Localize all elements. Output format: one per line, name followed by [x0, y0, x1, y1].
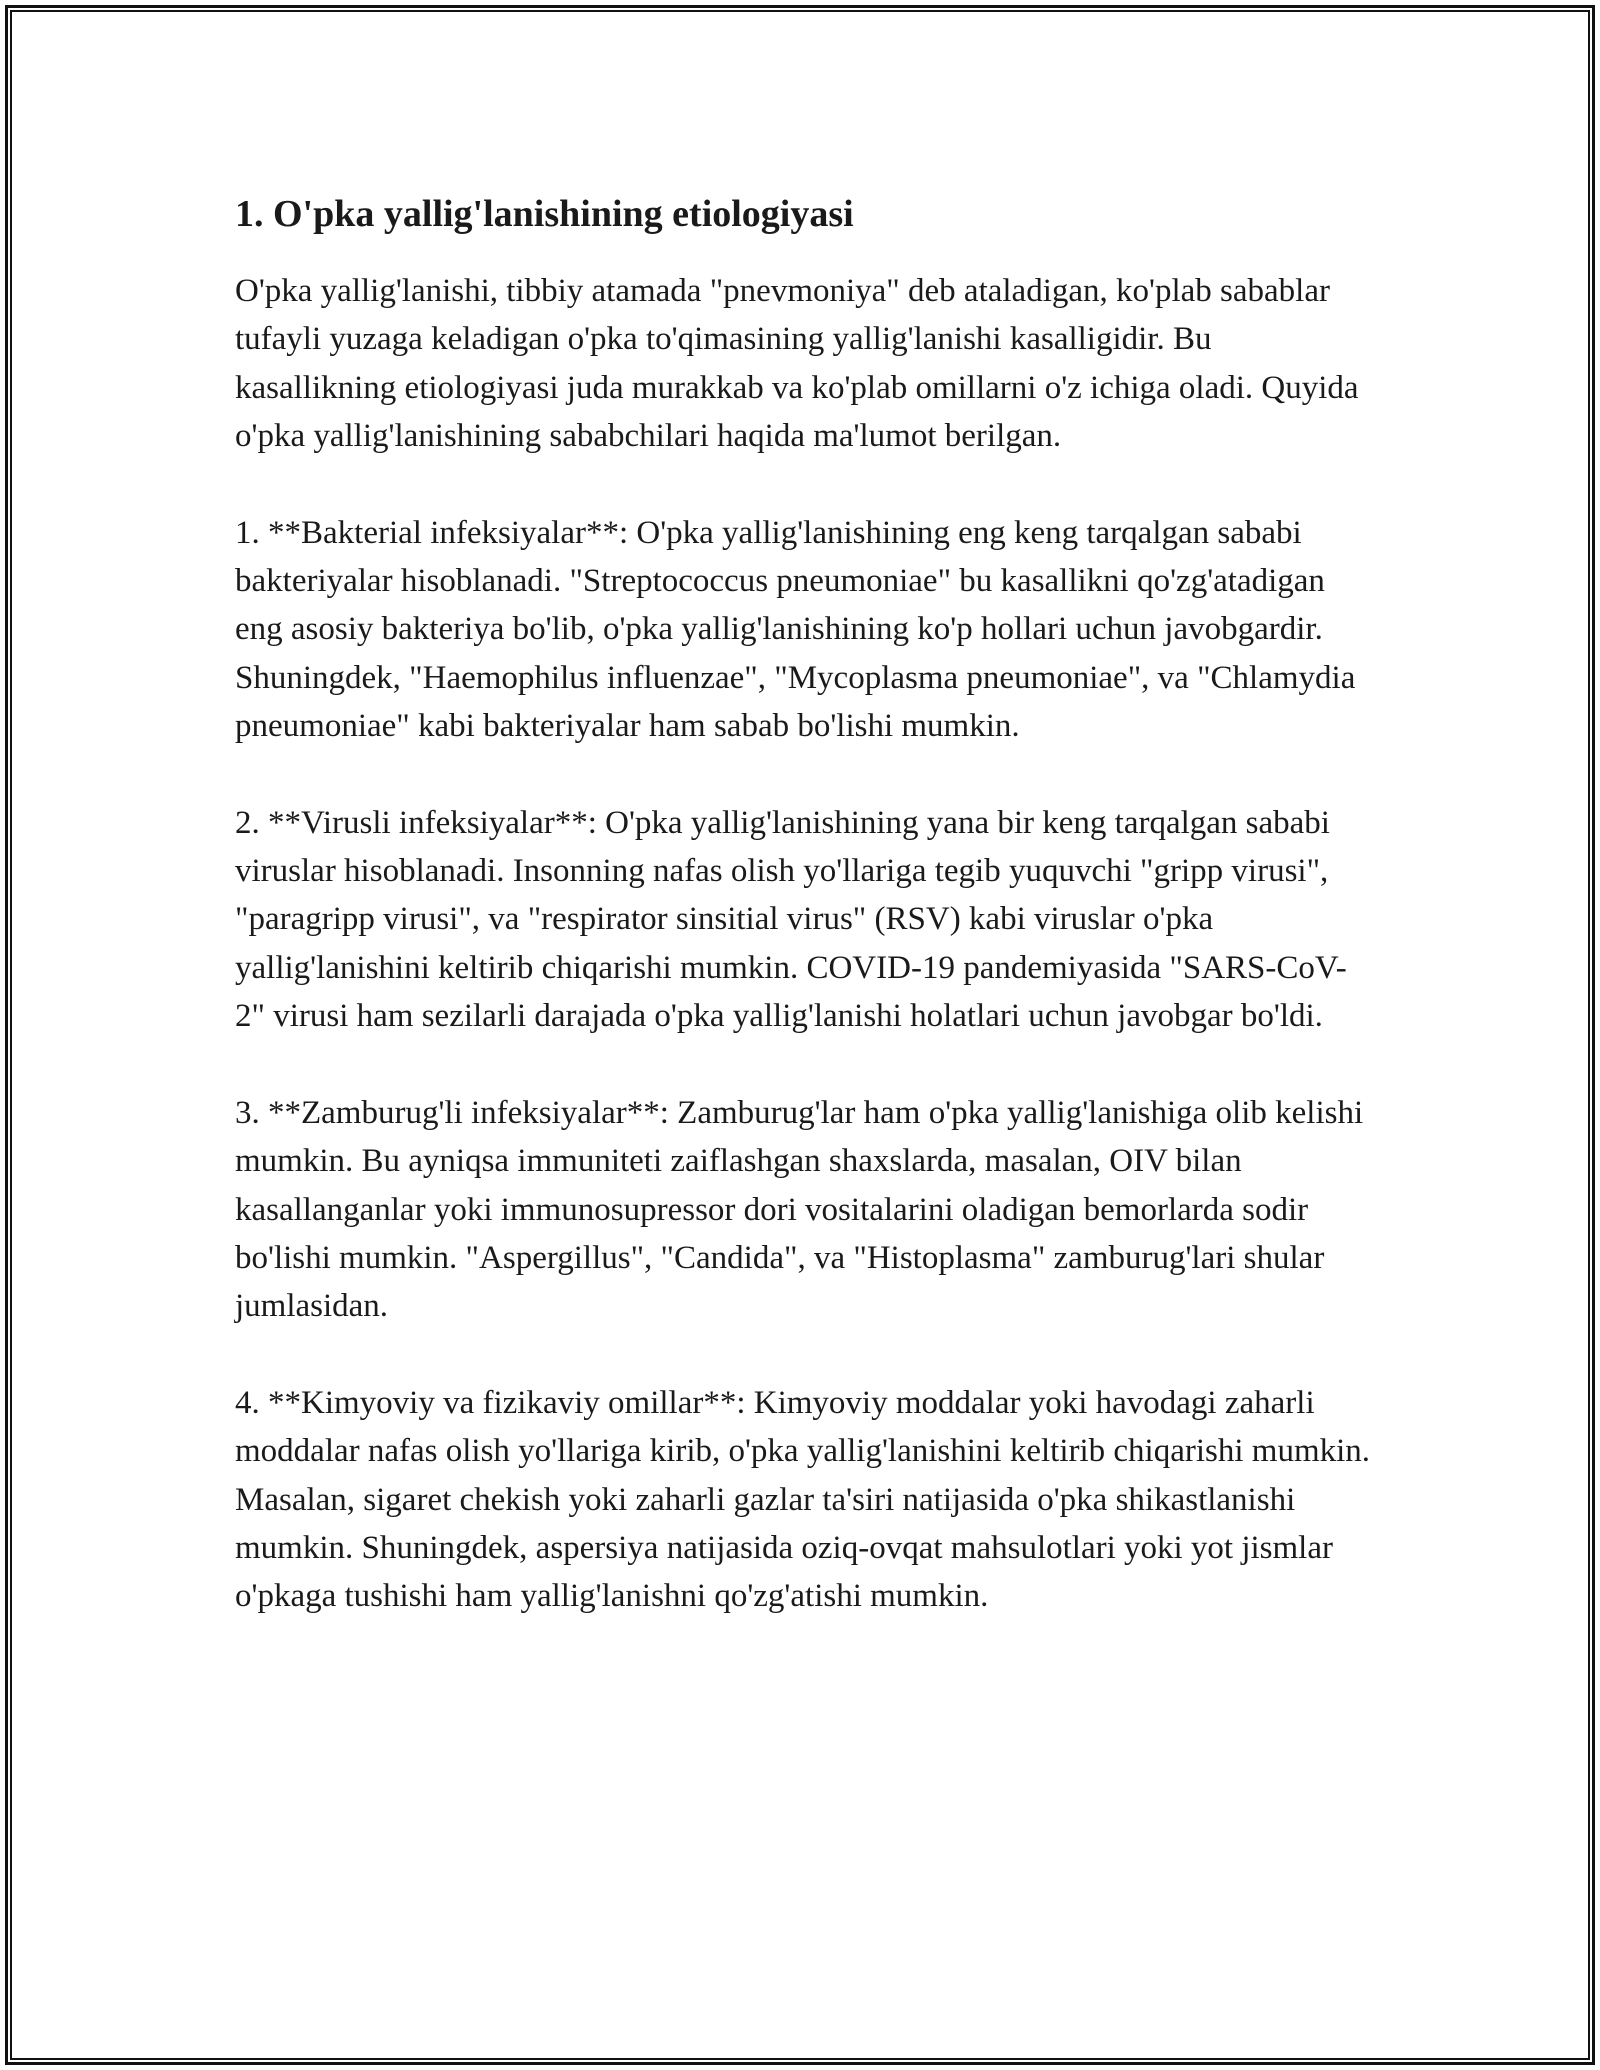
paragraph-fungal-infections: 3. **Zamburug'li infeksiyalar**: Zamburug'lar ham o'pka yallig'lanishiga olib kelishi mumkin. Bu ayniqsa immuniteti zaiflashgan shaxslarda, masalan, OIV bilan kasallanganlar yoki immunosupressor dori vositalarini oladigan bemorlarda sodir bo'lishi mumkin. "Aspergillus", "Candida", va "Histoplasma" zamburug'lari shular jumlasidan.	[235, 1094, 1364, 1325]
paragraph-chemical-physical-factors: 4. **Kimyoviy va fizikaviy omillar**: Kimyoviy moddalar yoki havodagi zaharli moddalar nafas olish yo'llariga kirib, o'pka yallig'lanishini keltirib chiqarishi mumkin. Masalan, sigaret chekish yoki zaharli gazlar ta'siri natijasida o'pka shikastlanishi mumkin. Shuningdek, aspersiya natijasida oziq-ovqat mahsulotlari yoki yot jismlar o'pkaga tushishi ham yallig'lanishni qo'zg'atishi mumkin.	[235, 1384, 1371, 1615]
paragraph-bacterial-infections: 1. **Bakterial infeksiyalar**: O'pka yallig'lanishining eng keng tarqalgan sababi bakteriyalar hisoblanadi. "Streptococcus pneumoniae" bu kasallikni qo'zg'atadigan eng asosiy bakteriya bo'lib, o'pka yallig'lanishining ko'p hollari uchun javobgardir. Shuningdek, "Haemophilus influenzae", "Mycoplasma pneumoniae", va "Chlamydia pneumoniae" kabi bakteriyalar ham sabab bo'lishi mumkin.	[235, 514, 1356, 745]
paragraph-viral-infections: 2. **Virusli infeksiyalar**: O'pka yallig'lanishining yana bir keng tarqalgan sababi viruslar hisoblanadi. Insonning nafas olish yo'llariga tegib yuquvchi "gripp virusi", "paragripp virusi", va "respirator sinsitial virus" (RSV) kabi viruslar o'pka yallig'lanishini keltirib chiqarishi mumkin. COVID-19 pandemiyasida "SARS-CoV-2" virusi ham sezilarli darajada o'pka yallig'lanishi holatlari uchun javobgar bo'ldi.	[235, 804, 1347, 1035]
document-title: 1. O'pka yallig'lanishining etiologiyasi	[235, 193, 854, 235]
document-page	[235, 183, 1375, 1669]
intro-paragraph: O'pka yallig'lanishi, tibbiy atamada "pnevmoniya" deb ataladigan, ko'plab sabablar tufayli yuzaga keladigan o'pka to'qimasining yallig'lanishi kasalligidir. Bu kasallikning etiologiyasi juda murakkab va ko'plab omillarni o'z ichiga oladi. Quyida o'pka yallig'lanishining sababchilari haqida ma'lumot berilgan.	[235, 273, 1359, 455]
